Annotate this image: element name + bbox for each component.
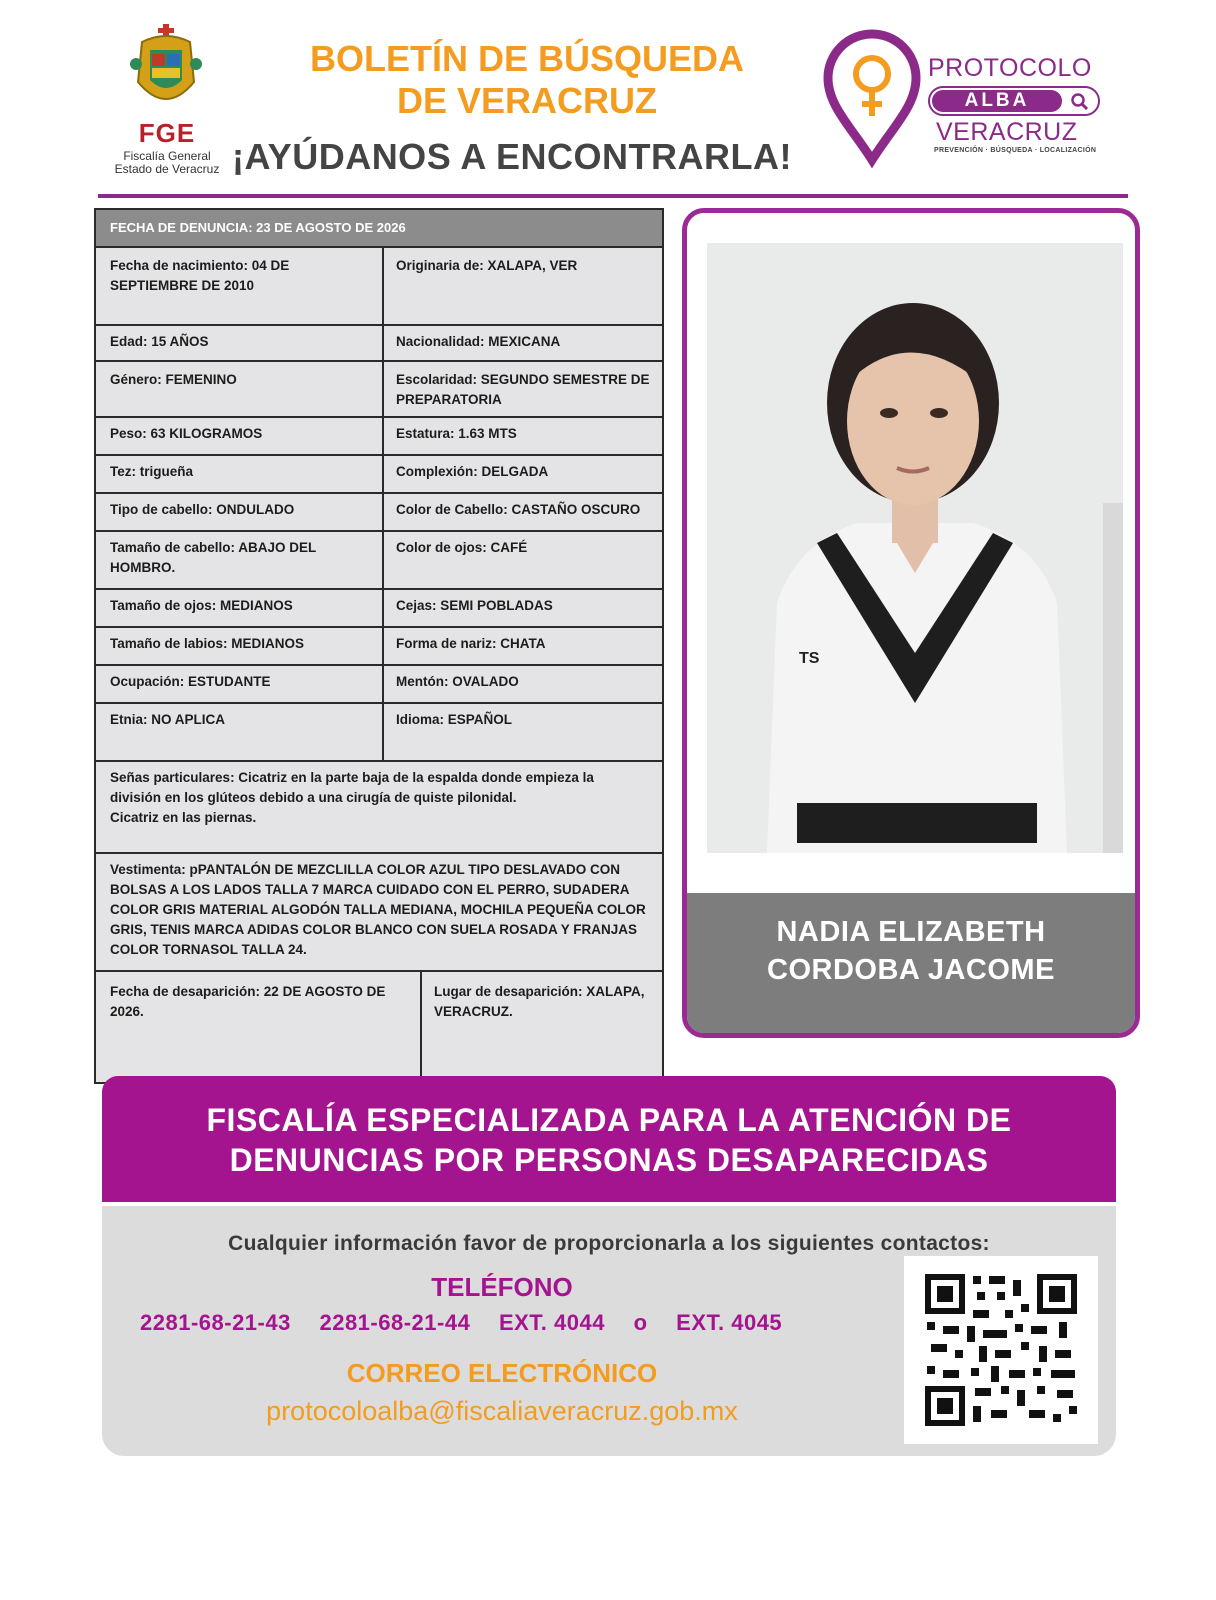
banner-line1: FISCALÍA ESPECIALIZADA PARA LA ATENCIÓN DE xyxy=(206,1102,1012,1138)
row-divider xyxy=(96,664,662,666)
distinguishing-marks xyxy=(110,768,650,828)
alba-protocolo-label: PROTOCOLO xyxy=(928,54,1092,82)
row-divider xyxy=(96,324,662,326)
extension-2: EXT. 4045 xyxy=(676,1310,783,1335)
hair-length: Tamaño de cabello: ABAJO DEL HOMBRO. xyxy=(110,540,317,575)
eyebrows: Cejas: SEMI POBLADAS xyxy=(396,598,553,613)
email-address-link[interactable]: protocoloalba@fiscaliaveracruz.gob.mx xyxy=(266,1396,738,1426)
or-word: o xyxy=(633,1310,648,1335)
fge-full-name xyxy=(100,150,234,176)
age: Edad: 15 AÑOS xyxy=(110,334,209,349)
distinguishing-marks-line3: Cicatriz en las piernas. xyxy=(110,810,257,825)
language: Idioma: ESPAÑOL xyxy=(396,712,513,727)
eye-size: Tamaño de ojos: MEDIANOS xyxy=(110,598,293,613)
bulletin-title-line2: DE VERACRUZ xyxy=(396,80,657,121)
column-divider xyxy=(420,970,422,1082)
female-location-pin-icon xyxy=(822,28,922,168)
phone-label: TELÉFONO xyxy=(431,1272,573,1302)
hair-type: Tipo de cabello: ONDULADO xyxy=(110,502,295,517)
ethnicity: Etnia: NO APLICA xyxy=(110,712,226,727)
veracruz-coat-of-arms-logo xyxy=(130,24,202,114)
schooling: Escolaridad: SEGUNDO SEMESTRE DE PREPARATORIA xyxy=(396,372,650,407)
phone-number-2[interactable]: 2281-68-21-44 xyxy=(319,1310,471,1335)
disappearance-place: Lugar de desaparición: XALAPA, VERACRUZ. xyxy=(434,984,645,1019)
prosecutor-office-title xyxy=(102,1100,1116,1180)
nationality: Nacionalidad: MEXICANA xyxy=(396,334,561,349)
name-band xyxy=(687,893,1135,1033)
weight: Peso: 63 KILOGRAMOS xyxy=(110,426,263,441)
origin: Originaria de: XALAPA, VER xyxy=(396,258,578,273)
nose-shape: Forma de nariz: CHATA xyxy=(396,636,546,651)
email-label: CORREO ELECTRÓNICO xyxy=(346,1358,658,1388)
report-date: FECHA DE DENUNCIA: 23 DE AGOSTO DE 2026 xyxy=(96,210,662,246)
contact-intro: Cualquier información favor de proporcionarla a los siguientes contactos: xyxy=(228,1232,990,1255)
row-divider xyxy=(96,588,662,590)
row-divider xyxy=(96,246,662,248)
alba-name-label: ALBA xyxy=(932,90,1062,112)
distinguishing-marks-line1: Señas particulares: Cicatriz en la parte baja de la espalda donde empieza la xyxy=(110,770,594,785)
row-divider xyxy=(96,360,662,362)
search-icon xyxy=(1070,92,1090,112)
fge-name-line1: Fiscalía General xyxy=(123,149,211,163)
photo-card xyxy=(682,208,1140,1038)
missing-person-name xyxy=(687,913,1135,989)
chin: Mentón: OVALADO xyxy=(396,674,519,689)
distinguishing-marks-line2: división en los glúteos debido a una cirugía de quiste pilonidal. xyxy=(110,790,517,805)
row-divider xyxy=(96,702,662,704)
fge-name-line2: Estado de Veracruz xyxy=(114,162,220,176)
help-find-her-heading: ¡AYÚDANOS A ENCONTRARLA! xyxy=(232,136,792,177)
name-line2: CORDOBA JACOME xyxy=(767,954,1055,986)
qr-code[interactable] xyxy=(904,1256,1098,1444)
prosecutor-office-banner xyxy=(102,1076,1116,1202)
person-data-table xyxy=(94,208,664,1084)
row-divider xyxy=(96,492,662,494)
missing-person-photo xyxy=(707,243,1123,853)
row-divider xyxy=(96,760,662,762)
qr-code-icon xyxy=(921,1270,1081,1430)
birth-date: Fecha de nacimiento: 04 DE SEPTIEMBRE DE 2010 xyxy=(110,258,290,293)
lip-size: Tamaño de labios: MEDIANOS xyxy=(110,636,305,651)
bulletin-title xyxy=(262,38,792,122)
row-divider xyxy=(96,416,662,418)
row-divider xyxy=(96,852,662,854)
svg-text:TS: TS xyxy=(799,650,820,667)
phone-numbers xyxy=(140,1310,920,1336)
disappearance-date: Fecha de desaparición: 22 DE AGOSTO DE 2026. xyxy=(110,984,386,1019)
fge-abbreviation: FGE xyxy=(138,118,196,148)
row-divider xyxy=(96,530,662,532)
phone-number-1[interactable]: 2281-68-21-43 xyxy=(140,1310,291,1335)
gender: Género: FEMENINO xyxy=(110,372,237,387)
header-divider xyxy=(98,194,1128,198)
eye-color: Color de ojos: CAFÉ xyxy=(396,540,528,555)
contact-panel xyxy=(102,1206,1116,1456)
build: Complexión: DELGADA xyxy=(396,464,549,479)
row-divider xyxy=(96,970,662,972)
name-line1: NADIA ELIZABETH xyxy=(776,916,1046,948)
alba-tagline: PREVENCIÓN · BÚSQUEDA · LOCALIZACIÓN xyxy=(934,147,1097,154)
clothing-description: Vestimenta: pPANTALÓN DE MEZCLILLA COLOR AZUL TIPO DESLAVADO CON BOLSAS A LOS LADOS TALLA 7 MARCA CUIDADO CON EL PERRO, SUDADERA COLOR GRIS MATERIAL ALGODÓN TALLA MEDIANA, MOCHILA PEQUEÑA COLOR GRIS, TENIS MARCA ADIDAS COLOR BLANCO CON SUELA ROSADA Y FRANJAS COLOR TORNASOL TALLA 24. xyxy=(110,862,646,957)
extension-1: EXT. 4044 xyxy=(498,1310,605,1335)
hair-color: Color de Cabello: CASTAÑO OSCURO xyxy=(396,502,641,517)
row-divider xyxy=(96,626,662,628)
occupation: Ocupación: ESTUDANTE xyxy=(110,674,271,689)
height: Estatura: 1.63 MTS xyxy=(396,426,517,441)
column-divider xyxy=(382,246,384,760)
skin-tone: Tez: trigueña xyxy=(110,464,194,479)
row-divider xyxy=(96,454,662,456)
banner-line2: DENUNCIAS POR PERSONAS DESAPARECIDAS xyxy=(229,1142,989,1178)
bulletin-title-line1: BOLETÍN DE BÚSQUEDA xyxy=(309,38,745,79)
alba-state-label: VERACRUZ xyxy=(936,118,1078,146)
